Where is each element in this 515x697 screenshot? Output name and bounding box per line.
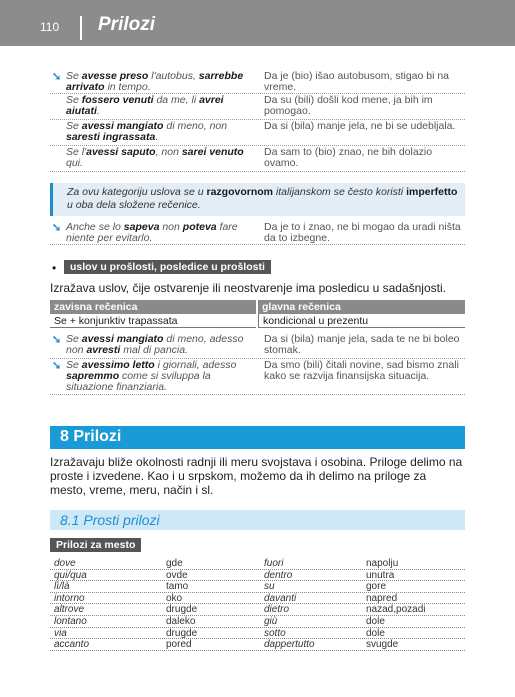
italian-word: fuori [264,558,284,569]
italian-word: giù [264,615,278,627]
italian-word: lì/là [54,581,70,593]
serbian-word: unutra [366,569,395,581]
word-row [50,604,465,616]
italian-word: dietro [264,604,290,616]
page-number: 110 [40,20,60,34]
word-row [50,616,465,628]
table-header-main: glavna rečenica [258,300,465,314]
serbian-word: daleko [166,615,196,627]
serbian-translation: Da su (bili) došli kod mene, ja bih im pomogao. [264,94,433,117]
italian-sentence: Se avesse preso l'autobus, sarrebbe arrivato in tempo. [66,70,244,93]
italian-sentence: Se l'avessi saputo, non sarei venuto qui. [66,146,244,169]
example-imperfetto [50,221,465,245]
word-row [50,593,465,605]
table-cell-subordinate: Se + konjunktiv trapassata [50,314,256,328]
italian-sentence: Se avessimo letto i giornali, adesso sapremmo come si sviluppa la situazione finanziaria. [66,359,237,393]
usage-note [50,183,465,216]
serbian-word: oko [166,592,183,604]
section-heading: 8 Prilozi [60,428,122,445]
word-row [50,558,465,570]
example-row [50,94,465,120]
place-adverbs-label: Prilozi za mesto [50,538,141,552]
serbian-word: gore [366,581,387,593]
example-row [50,70,465,94]
arrow-icon: ➘ [52,71,62,83]
serbian-translation: Da je to i znao, ne bi mogao da uradi ništa da to izbegne. [264,221,461,244]
serbian-word: dole [366,615,385,627]
word-row [50,639,465,651]
example-row [50,333,465,359]
serbian-translation: Da je (bio) išao autobusom, stigao bi na vreme. [264,70,450,93]
italian-sentence: Se avessi mangiato di meno, adesso non avresti mal di pancia. [66,333,244,356]
serbian-word: napred [366,592,398,604]
serbian-word: dole [366,627,385,639]
arrow-icon: ➘ [52,334,62,346]
italian-word: lontano [54,615,87,627]
serbian-translation: Da smo (bili) čitali novine, sad bismo znali kako se razvija finansijska situacija. [264,359,459,382]
serbian-translation: Da si (bila) manje jela, ne bi se udebljala. [264,120,456,132]
serbian-word: tamo [166,581,189,593]
word-row [50,581,465,593]
subsection-heading-bar [50,510,465,530]
italian-word: qui/qua [54,569,87,581]
italian-word: accanto [54,639,90,651]
usage-note-text: Za ovu kategoriju uslova se u razgovornom italijanskom se često koristi imperfetto u oba dela složene rečenice. [67,186,458,211]
chapter-title: Prilozi [98,14,156,35]
italian-word: intorno [54,592,85,604]
condition-label: uslov u prošlosti, posledice u prošlosti [64,260,271,274]
examples-mid-table [50,333,465,395]
italian-word: davanti [264,592,297,604]
serbian-translation: Da sam to (bio) znao, ne bih dolazio ovamo. [264,146,433,169]
condition-description: Izražava uslov, čije ostvarenje ili neostvarenje ima posledicu u sadašnjosti. [50,281,446,295]
section-description: Izražavaju bliže okolnosti radnji ili meru svojstava i osobina. Priloge delimo na proste i izvedene. Kao i u srpskom, možemo da ih delimo na priloge za mesto, vreme, meru, način i sl. [50,455,463,497]
serbian-word: nazad,pozadi [366,604,426,616]
table-header-subordinate: zavisna rečenica [50,300,256,314]
arrow-icon: ➘ [52,360,62,372]
arrow-icon: ➘ [52,222,62,234]
italian-word: altrove [54,604,85,616]
example-row [50,146,465,172]
serbian-word: drugde [166,627,198,639]
example-row [50,359,465,395]
italian-word: dentro [264,569,293,581]
italian-sentence: Se fossero venuti da me, li avrei aiutati. [66,94,224,117]
table-cell-main: kondicional u prezentu [258,314,465,328]
serbian-word: gde [166,558,183,569]
italian-word: su [264,581,275,593]
subsection-heading: 8.1 Prosti prilozi [60,512,160,528]
serbian-word: napolju [366,558,399,569]
example-row [50,221,465,245]
place-adverbs-table [50,558,465,651]
italian-word: via [54,627,67,639]
serbian-word: svugde [366,639,399,651]
italian-sentence: Se avessi mangiato di meno, non saresti ingrassata. [66,120,228,143]
page-header [0,0,515,46]
examples-top-table [50,70,465,172]
serbian-word: ovde [166,569,188,581]
italian-word: dove [54,558,76,569]
serbian-translation: Da si (bila) manje jela, sada te ne bi boleo stomak. [264,333,460,356]
italian-word: sotto [264,627,286,639]
serbian-word: drugde [166,604,198,616]
serbian-word: pored [166,639,192,651]
section-heading-bar [50,426,465,449]
bullet-icon: • [52,261,57,275]
example-row [50,120,465,146]
header-divider [80,16,82,40]
italian-word: dappertutto [264,639,315,651]
italian-sentence: Anche se lo sapeva non poteva fare niente per evitarlo. [66,221,238,244]
word-row [50,628,465,640]
word-row [50,570,465,582]
